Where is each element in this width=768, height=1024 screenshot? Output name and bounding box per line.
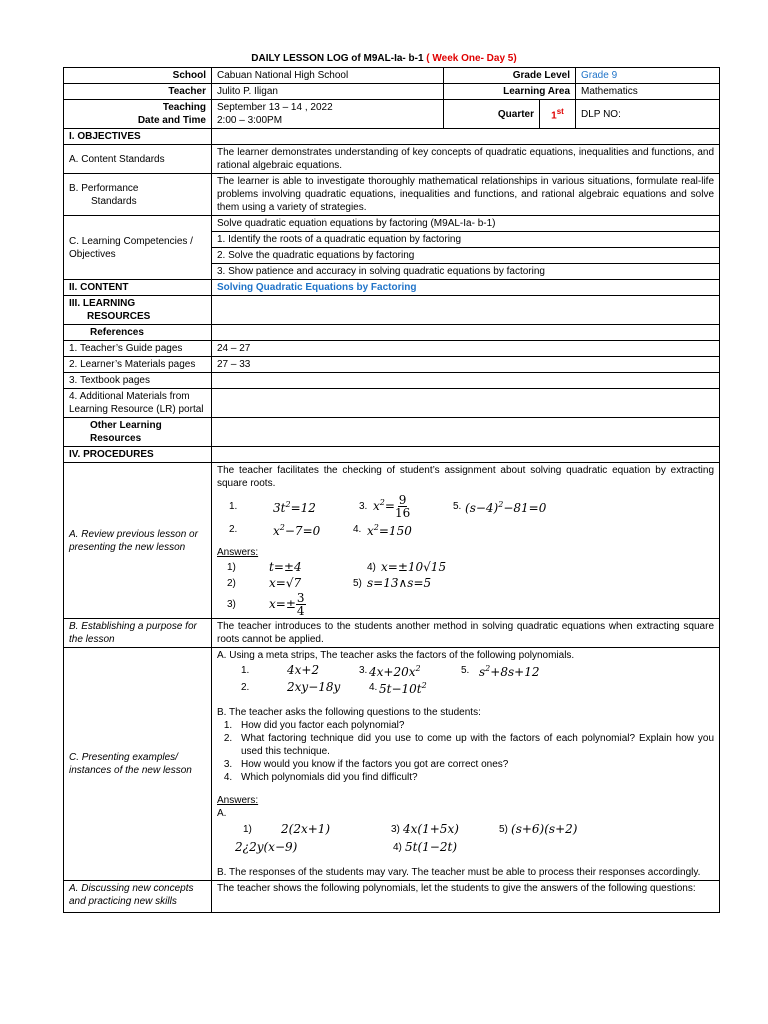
content-heading: II. CONTENT bbox=[64, 280, 212, 296]
row-objectives bbox=[64, 129, 720, 145]
resources-heading-line2: RESOURCES bbox=[87, 311, 151, 322]
quarter-value bbox=[540, 100, 576, 129]
row-references bbox=[64, 325, 720, 341]
page-title bbox=[0, 53, 768, 64]
presenting-label: C. Presenting examples/ instances of the new lesson bbox=[64, 648, 212, 881]
other-resources-label: Other Learning Resources bbox=[64, 418, 212, 447]
review-exercise-row-1: 1. $3t^2=12$ 3. $x^2=$ $\frac{9}{16}$ 5. $(s-4)^2-81=0$ bbox=[229, 492, 547, 520]
objectives-heading: I. OBJECTIVES bbox=[64, 129, 212, 145]
row-learners-materials bbox=[64, 357, 720, 373]
content-standards-text: The learner demonstrates understanding of key concepts of quadratic equations, inequalities and functions, and rational algebraic equations. bbox=[212, 145, 720, 174]
row-resources bbox=[64, 296, 720, 325]
competency-item: 1. Identify the roots of a quadratic equation by factoring bbox=[212, 232, 720, 248]
presenting-answers-heading: Answers: bbox=[217, 795, 259, 806]
questions-intro: B. The teacher asks the following questions to the students: bbox=[217, 707, 481, 718]
date-cell bbox=[212, 100, 444, 129]
procedures-heading: IV. PROCEDURES bbox=[64, 447, 212, 463]
grade-label: Grade Level bbox=[444, 68, 576, 84]
purpose-label: B. Establishing a purpose for the lesson bbox=[64, 619, 212, 648]
competency-item: Solve quadratic equation equations by factoring (M9AL-Ia- b-1) bbox=[212, 216, 720, 232]
row-competency-0 bbox=[64, 216, 720, 232]
grade-value: Grade 9 bbox=[576, 68, 720, 84]
review-answer-row-3: 3) x=± $\frac{3}{4}$ bbox=[227, 590, 305, 618]
row-other-resources bbox=[64, 418, 720, 447]
polynomial-row-1: 1. 4x+2 3. $4x+20x^2$ 5. $s^2+8s+12$ bbox=[241, 662, 540, 679]
quarter-label: Quarter bbox=[444, 100, 540, 129]
time-value: 2:00 – 3:00PM bbox=[217, 115, 283, 126]
competency-item: 3. Show patience and accuracy in solving quadratic equations by factoring bbox=[212, 264, 720, 280]
perf-label-line2: Standards bbox=[91, 195, 137, 207]
row-additional-materials bbox=[64, 389, 720, 418]
row-presenting bbox=[64, 648, 720, 881]
date-value: September 13 – 14 , 2022 bbox=[217, 102, 333, 113]
performance-standards-label bbox=[64, 174, 212, 216]
row-teachers-guide bbox=[64, 341, 720, 357]
datetime-label: Date and Time bbox=[137, 115, 206, 126]
area-label: Learning Area bbox=[444, 84, 576, 100]
teaching-label: Teaching bbox=[162, 102, 206, 113]
review-label bbox=[64, 463, 212, 619]
teachers-guide-label: 1. Teacher’s Guide pages bbox=[64, 341, 212, 357]
resources-heading bbox=[64, 296, 212, 325]
content-text: Solving Quadratic Equations by Factoring bbox=[212, 280, 720, 296]
teaching-date-label bbox=[64, 100, 212, 129]
row-procedures bbox=[64, 447, 720, 463]
review-exercise-row-2: 2. $x^2-7=0$ 4. $x^2=150$ bbox=[229, 522, 412, 538]
discussing-text: The teacher shows the following polynomials, let the students to give the answers of the following questions: bbox=[212, 881, 720, 913]
row-teacher bbox=[64, 84, 720, 100]
competencies-label: C. Learning Competencies / Objectives bbox=[64, 216, 212, 280]
row-performance-standards bbox=[64, 174, 720, 216]
competency-item: 2. Solve the quadratic equations by factoring bbox=[212, 248, 720, 264]
title-main: DAILY LESSON LOG of M9AL-Ia- b-1 bbox=[251, 53, 427, 64]
additional-materials-label: 4. Additional Materials from Learning Resource (LR) portal bbox=[64, 389, 212, 418]
row-school bbox=[64, 68, 720, 84]
row-textbook bbox=[64, 373, 720, 389]
title-highlight: ( Week One- Day 5) bbox=[426, 53, 517, 64]
learners-materials-label: 2. Learner’s Materials pages bbox=[64, 357, 212, 373]
presenting-answers-a: A. bbox=[217, 808, 227, 819]
review-answers-heading: Answers: bbox=[217, 547, 259, 558]
responses-note: B. The responses of the students may vary. The teacher must be able to process their responses accordingly. bbox=[217, 867, 701, 878]
row-discussing bbox=[64, 881, 720, 913]
teachers-guide-pages: 24 – 27 bbox=[212, 341, 720, 357]
review-label-text: A. Review previous lesson or presenting the new lesson bbox=[69, 528, 198, 553]
quarter-number: 1 bbox=[551, 110, 557, 122]
factor-answer-row-1: 1) 2(2x+1) 3) 4x(1+5x) 5) (s+6)(s+2) bbox=[243, 821, 578, 836]
quarter-suffix: st bbox=[556, 107, 564, 117]
factor-answer-row-2: 2¿2y(x−9) 4) 5t(1−2t) bbox=[235, 839, 457, 854]
question-item: 3. How would you know if the factors you got are correct ones? bbox=[235, 758, 714, 771]
presenting-cell bbox=[212, 648, 720, 881]
references-label: References bbox=[64, 325, 212, 341]
question-list bbox=[217, 719, 714, 784]
school-value: Cabuan National High School bbox=[212, 68, 444, 84]
resources-heading-line1: III. LEARNING bbox=[69, 298, 136, 309]
presenting-intro: A. Using a meta strips, The teacher asks the factors of the following polynomials. bbox=[217, 650, 575, 661]
performance-standards-text: The learner is able to investigate thoroughly mathematical relationships in various situations, formulate real-life problems involving quadratic equations, inequalities and functions, and rational algebraic equations and solve them using a variety of strategies. bbox=[212, 174, 720, 216]
area-value: Mathematics bbox=[576, 84, 720, 100]
polynomial-row-2: 2. 2xy−18y 4. $5t-10t^2$ bbox=[241, 679, 427, 696]
question-item: 4. Which polynomials did you find difficult? bbox=[235, 771, 714, 784]
school-label: School bbox=[64, 68, 212, 84]
row-content-standards bbox=[64, 145, 720, 174]
row-content bbox=[64, 280, 720, 296]
dlp-label: DLP NO: bbox=[576, 100, 720, 129]
purpose-text: The teacher introduces to the students another method in solving quadratic equations when extracting square roots cannot be applied. bbox=[212, 619, 720, 648]
review-text: The teacher facilitates the checking of student’s assignment about solving quadratic equation by extracting square roots. bbox=[217, 465, 715, 489]
teacher-value: Julito P. Iligan bbox=[212, 84, 444, 100]
textbook-label: 3. Textbook pages bbox=[64, 373, 212, 389]
row-purpose bbox=[64, 619, 720, 648]
perf-label-line1: B. Performance bbox=[69, 182, 139, 194]
teacher-label: Teacher bbox=[64, 84, 212, 100]
content-standards-label: A. Content Standards bbox=[64, 145, 212, 174]
lesson-log-table bbox=[63, 67, 720, 913]
learners-materials-pages: 27 – 33 bbox=[212, 357, 720, 373]
question-item: 2. What factoring technique did you use to come up with the factors of each polynomial? Explain how you used this technique. bbox=[235, 732, 714, 758]
row-date bbox=[64, 100, 720, 129]
row-review bbox=[64, 463, 720, 619]
review-cell bbox=[212, 463, 720, 619]
question-item: 1. How did you factor each polynomial? bbox=[235, 719, 714, 732]
review-answer-row-1: 1) t=±4 4) x=±10√15 bbox=[227, 559, 447, 574]
discussing-label: A. Discussing new concepts and practicing new skills bbox=[64, 881, 212, 913]
review-answer-row-2: 2) x=√7 5) s=13∧s=5 bbox=[227, 575, 432, 590]
